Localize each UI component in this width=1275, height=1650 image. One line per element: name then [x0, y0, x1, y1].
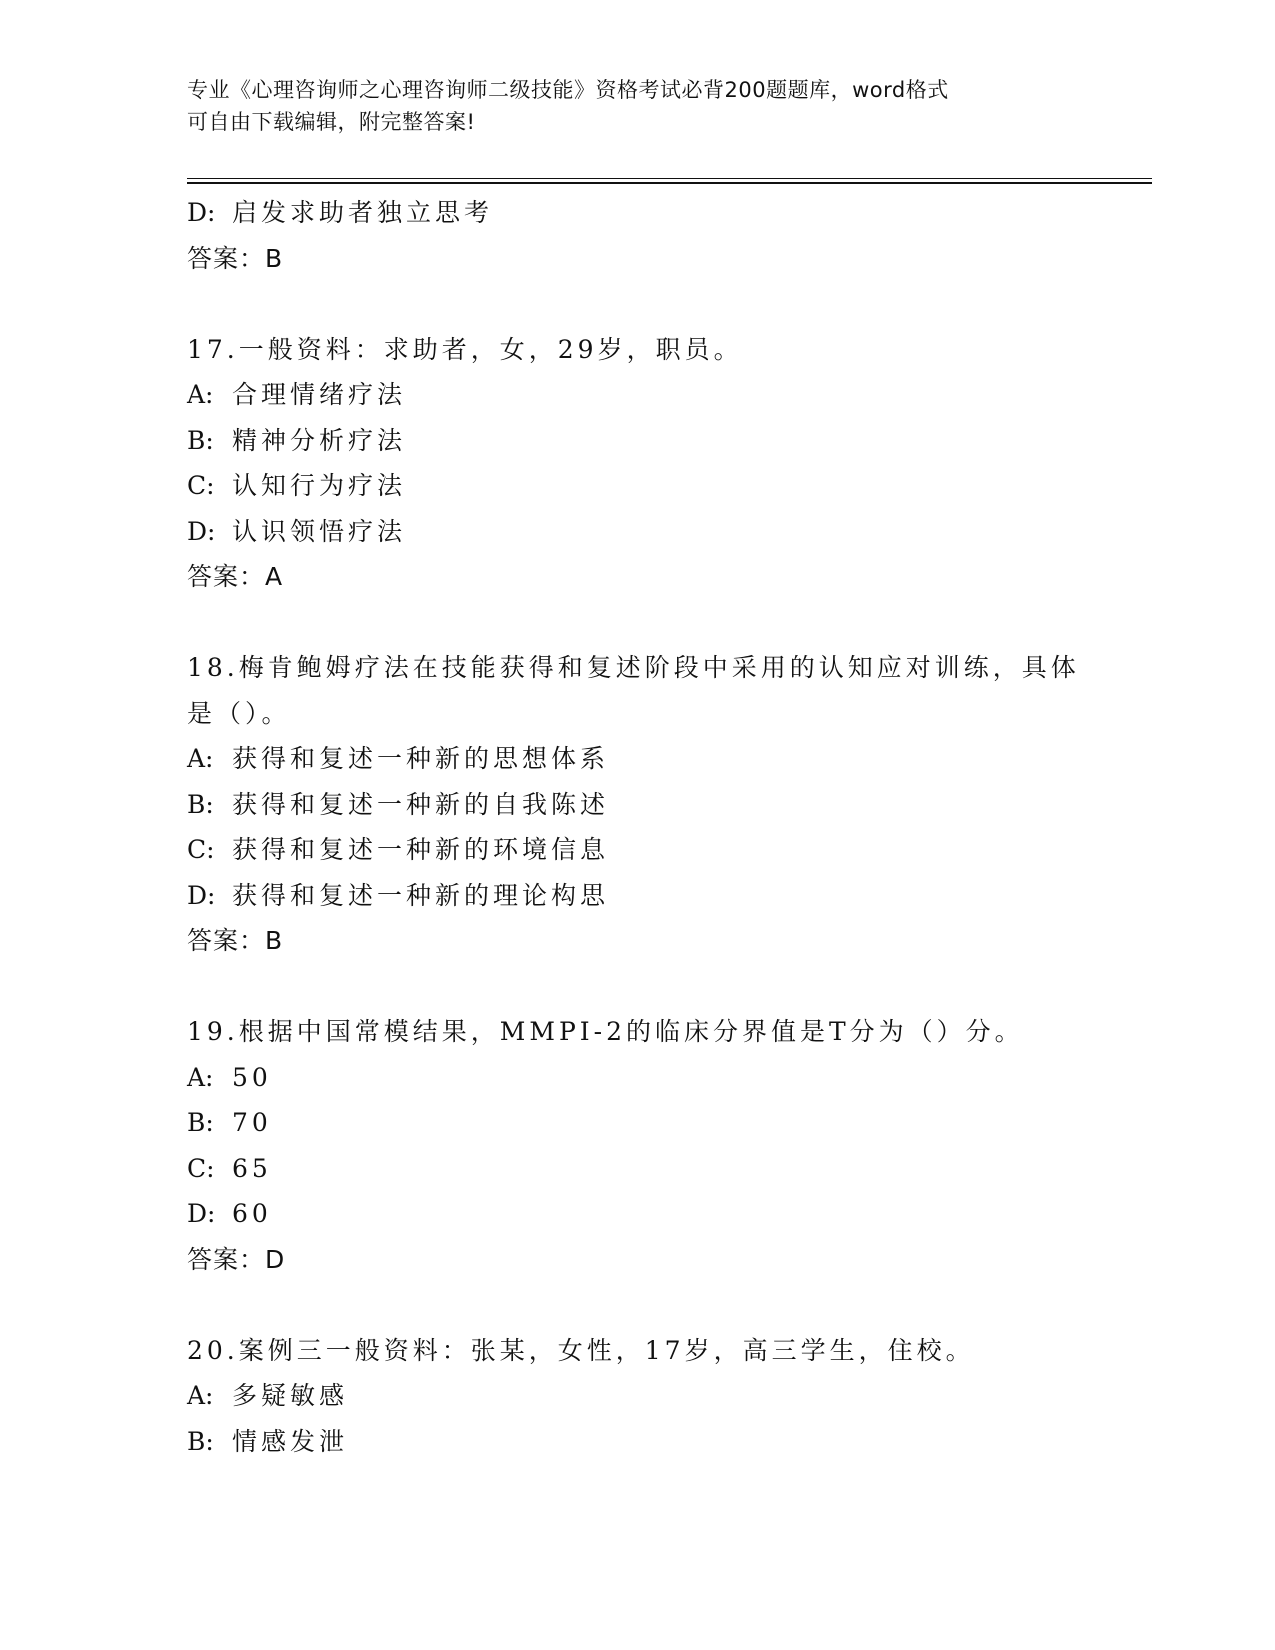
option-row: [187, 1191, 1087, 1237]
option-row: [187, 372, 1087, 418]
answer-line: 答案：D: [187, 1244, 286, 1274]
option-label: C:: [187, 1153, 215, 1183]
answer-line: 答案：B: [187, 926, 284, 955]
option-text: 情感发泄: [232, 1426, 349, 1456]
option-label: A:: [187, 744, 214, 773]
question-stem: 19.根据中国常模结果，MMPI-2的临床分界值是T分为（）分。: [187, 1017, 1024, 1046]
spacer: [187, 281, 1087, 327]
option-row: [187, 782, 1087, 828]
option-text: 60: [232, 1199, 272, 1228]
header-line-2: 可自由下载编辑，附完整答案!: [187, 110, 476, 134]
option-text: 50: [232, 1062, 272, 1092]
spacer: [187, 600, 1087, 646]
answer-line: 答案：A: [187, 562, 284, 591]
spacer: [187, 964, 1087, 1010]
option-label: B:: [187, 789, 214, 819]
option-row: [187, 1373, 1087, 1419]
option-row: [187, 190, 1087, 236]
option-label: C:: [187, 835, 215, 864]
option-label: A:: [187, 1381, 214, 1410]
header-line-1: 专业《心理咨询师之心理咨询师二级技能》资格考试必背200题题库，word格式: [187, 78, 949, 102]
option-row: [187, 509, 1087, 555]
option-text: 启发求助者独立思考: [232, 198, 494, 227]
option-row: [187, 736, 1087, 782]
option-text: 认识领悟疗法: [232, 516, 407, 546]
option-label: B:: [187, 425, 214, 455]
page-header: [187, 74, 1087, 138]
option-label: B:: [187, 1426, 214, 1456]
option-row: [187, 1419, 1087, 1465]
option-text: 65: [232, 1153, 272, 1183]
option-text: 多疑敏感: [232, 1381, 349, 1410]
option-text: 获得和复述一种新的自我陈述: [232, 789, 610, 819]
option-label: A:: [187, 1062, 214, 1092]
question-list: [187, 190, 1087, 1464]
option-row: [187, 827, 1087, 873]
option-row: [187, 463, 1087, 509]
option-text: 合理情绪疗法: [232, 380, 407, 409]
question-stem: 17.一般资料：求助者，女，29岁，职员。: [187, 334, 743, 364]
option-label: D:: [187, 880, 216, 910]
option-text: 70: [232, 1108, 272, 1137]
option-row: [187, 1055, 1087, 1101]
option-text: 获得和复述一种新的环境信息: [232, 835, 610, 864]
answer-line: 答案：B: [187, 243, 284, 273]
option-label: D:: [187, 198, 216, 227]
option-label: D:: [187, 1199, 216, 1228]
question-stem: 20.案例三一般资料：张某，女性，17岁，高三学生，住校。: [187, 1335, 975, 1365]
option-text: 获得和复述一种新的理论构思: [232, 880, 610, 910]
option-label: A:: [187, 380, 214, 409]
option-label: C:: [187, 471, 215, 500]
header-divider-thick: [187, 182, 1152, 184]
option-text: 认知行为疗法: [232, 471, 407, 500]
option-text: 获得和复述一种新的思想体系: [232, 744, 610, 773]
option-text: 精神分析疗法: [232, 425, 407, 455]
spacer: [187, 1282, 1087, 1328]
option-row: [187, 873, 1087, 919]
question-stem: 18.梅肯鲍姆疗法在技能获得和复述阶段中采用的认知应对训练，具体是（）。: [187, 653, 1080, 728]
option-row: [187, 1100, 1087, 1146]
option-label: B:: [187, 1108, 214, 1137]
header-divider-thin: [187, 178, 1152, 179]
option-label: D:: [187, 516, 216, 546]
option-row: [187, 1146, 1087, 1192]
option-row: [187, 418, 1087, 464]
